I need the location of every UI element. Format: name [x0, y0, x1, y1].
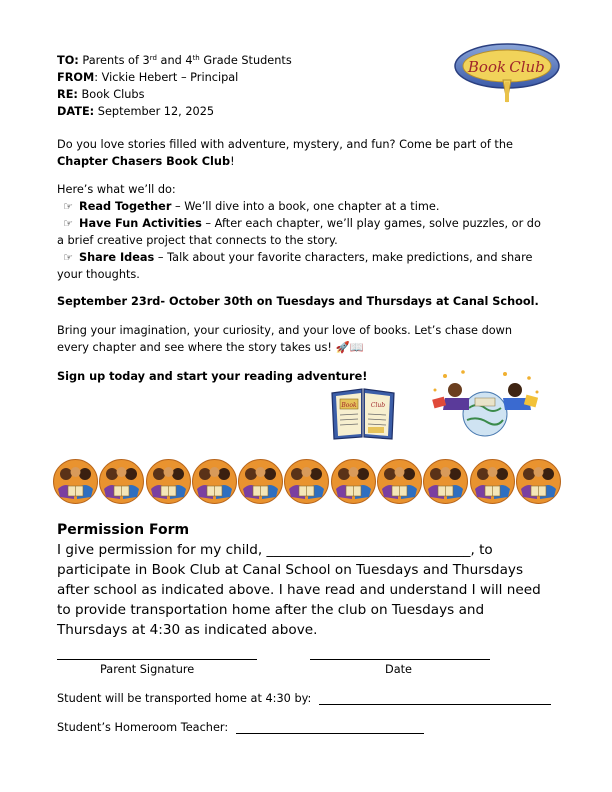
svg-text:Club: Club — [370, 402, 386, 409]
kids-reading-medallion — [377, 459, 422, 504]
svg-text:Club: Club — [509, 58, 545, 76]
pointing-hand-icon: ☞ — [63, 217, 73, 230]
svg-text:Book: Book — [341, 402, 357, 409]
date-line[interactable] — [310, 659, 490, 660]
permission-text: I give permission for my child, ______________________________, to participate in Book Club at Canal School on Tuesdays and Thursdays after school as indicated above. I have read and understand I will need to provide transportation home after the club on Tuesdays and Thursdays at 4:30 as indicated above. — [57, 542, 541, 638]
bring-paragraph: Bring your imagination, your curiosity, and your love of books. Let’s chase down every chapter and see where the story takes us! 🚀📖 — [57, 324, 513, 354]
intro-paragraph: Do you love stories filled with adventure, mystery, and fun? Come be part of the Chapter Chasers Book Club! — [57, 138, 513, 168]
schedule-line: September 23rd- October 30th on Tuesdays and Thursdays at Canal School. — [57, 295, 539, 308]
memo-to: TO: Parents of 3rd and 4th Grade Students — [57, 54, 292, 67]
plan-item-activities: ☞ Have Fun Activities – After each chapter, we’ll play games, solve puzzles, or do a brief creative project that connects to the story. — [57, 217, 541, 247]
homeroom-field[interactable] — [236, 733, 424, 734]
to-label: TO: — [57, 54, 79, 67]
pointing-hand-icon: ☞ — [63, 200, 73, 213]
plan-item-read: ☞ Read Together – We’ll dive into a book, one chapter at a time. — [57, 198, 547, 215]
kids-reading-medallion — [423, 459, 468, 504]
transport-row — [57, 692, 551, 705]
kids-reading-border — [53, 459, 561, 505]
plan-section — [57, 181, 547, 283]
homeroom-label: Student’s Homeroom Teacher: — [57, 721, 229, 734]
kids-reading-medallion — [470, 459, 515, 504]
kids-reading-medallion — [192, 459, 237, 504]
kids-reading-medallion — [53, 459, 98, 504]
plan-lead: Here’s what we’ll do: — [57, 183, 176, 196]
open-book-image — [330, 385, 396, 441]
transport-field[interactable] — [319, 704, 551, 705]
plan-item-share: ☞ Share Ideas – Talk about your favorite characters, make predictions, and share your thoughts. — [57, 251, 533, 281]
permission-title: Permission Form — [57, 522, 190, 538]
memo-re: RE: Book Clubs — [57, 88, 145, 101]
pointing-hand-icon: ☞ — [63, 251, 73, 264]
signup-line: Sign up today and start your reading adventure! — [57, 370, 368, 383]
kids-reading-medallion — [99, 459, 144, 504]
date-label: Date — [385, 663, 413, 676]
homeroom-row — [57, 721, 424, 734]
kids-reading-globe-image — [425, 368, 547, 440]
transport-label: Student will be transported home at 4:30 by: — [57, 692, 312, 705]
memo-date: DATE: September 12, 2025 — [57, 105, 215, 118]
kids-reading-medallion — [516, 459, 561, 504]
memo-from: FROM: Vickie Hebert – Principal — [57, 71, 239, 84]
kids-reading-medallion — [284, 459, 329, 504]
parent-signature-line[interactable] — [57, 659, 257, 660]
book-club-logo — [453, 42, 561, 104]
kids-reading-medallion — [146, 459, 191, 504]
svg-text:Book: Book — [467, 58, 507, 76]
memo-header — [57, 52, 292, 120]
kids-reading-medallion — [331, 459, 376, 504]
club-name: Chapter Chasers Book Club — [57, 155, 231, 168]
kids-reading-medallion — [238, 459, 283, 504]
parent-signature-label: Parent Signature — [100, 663, 195, 676]
